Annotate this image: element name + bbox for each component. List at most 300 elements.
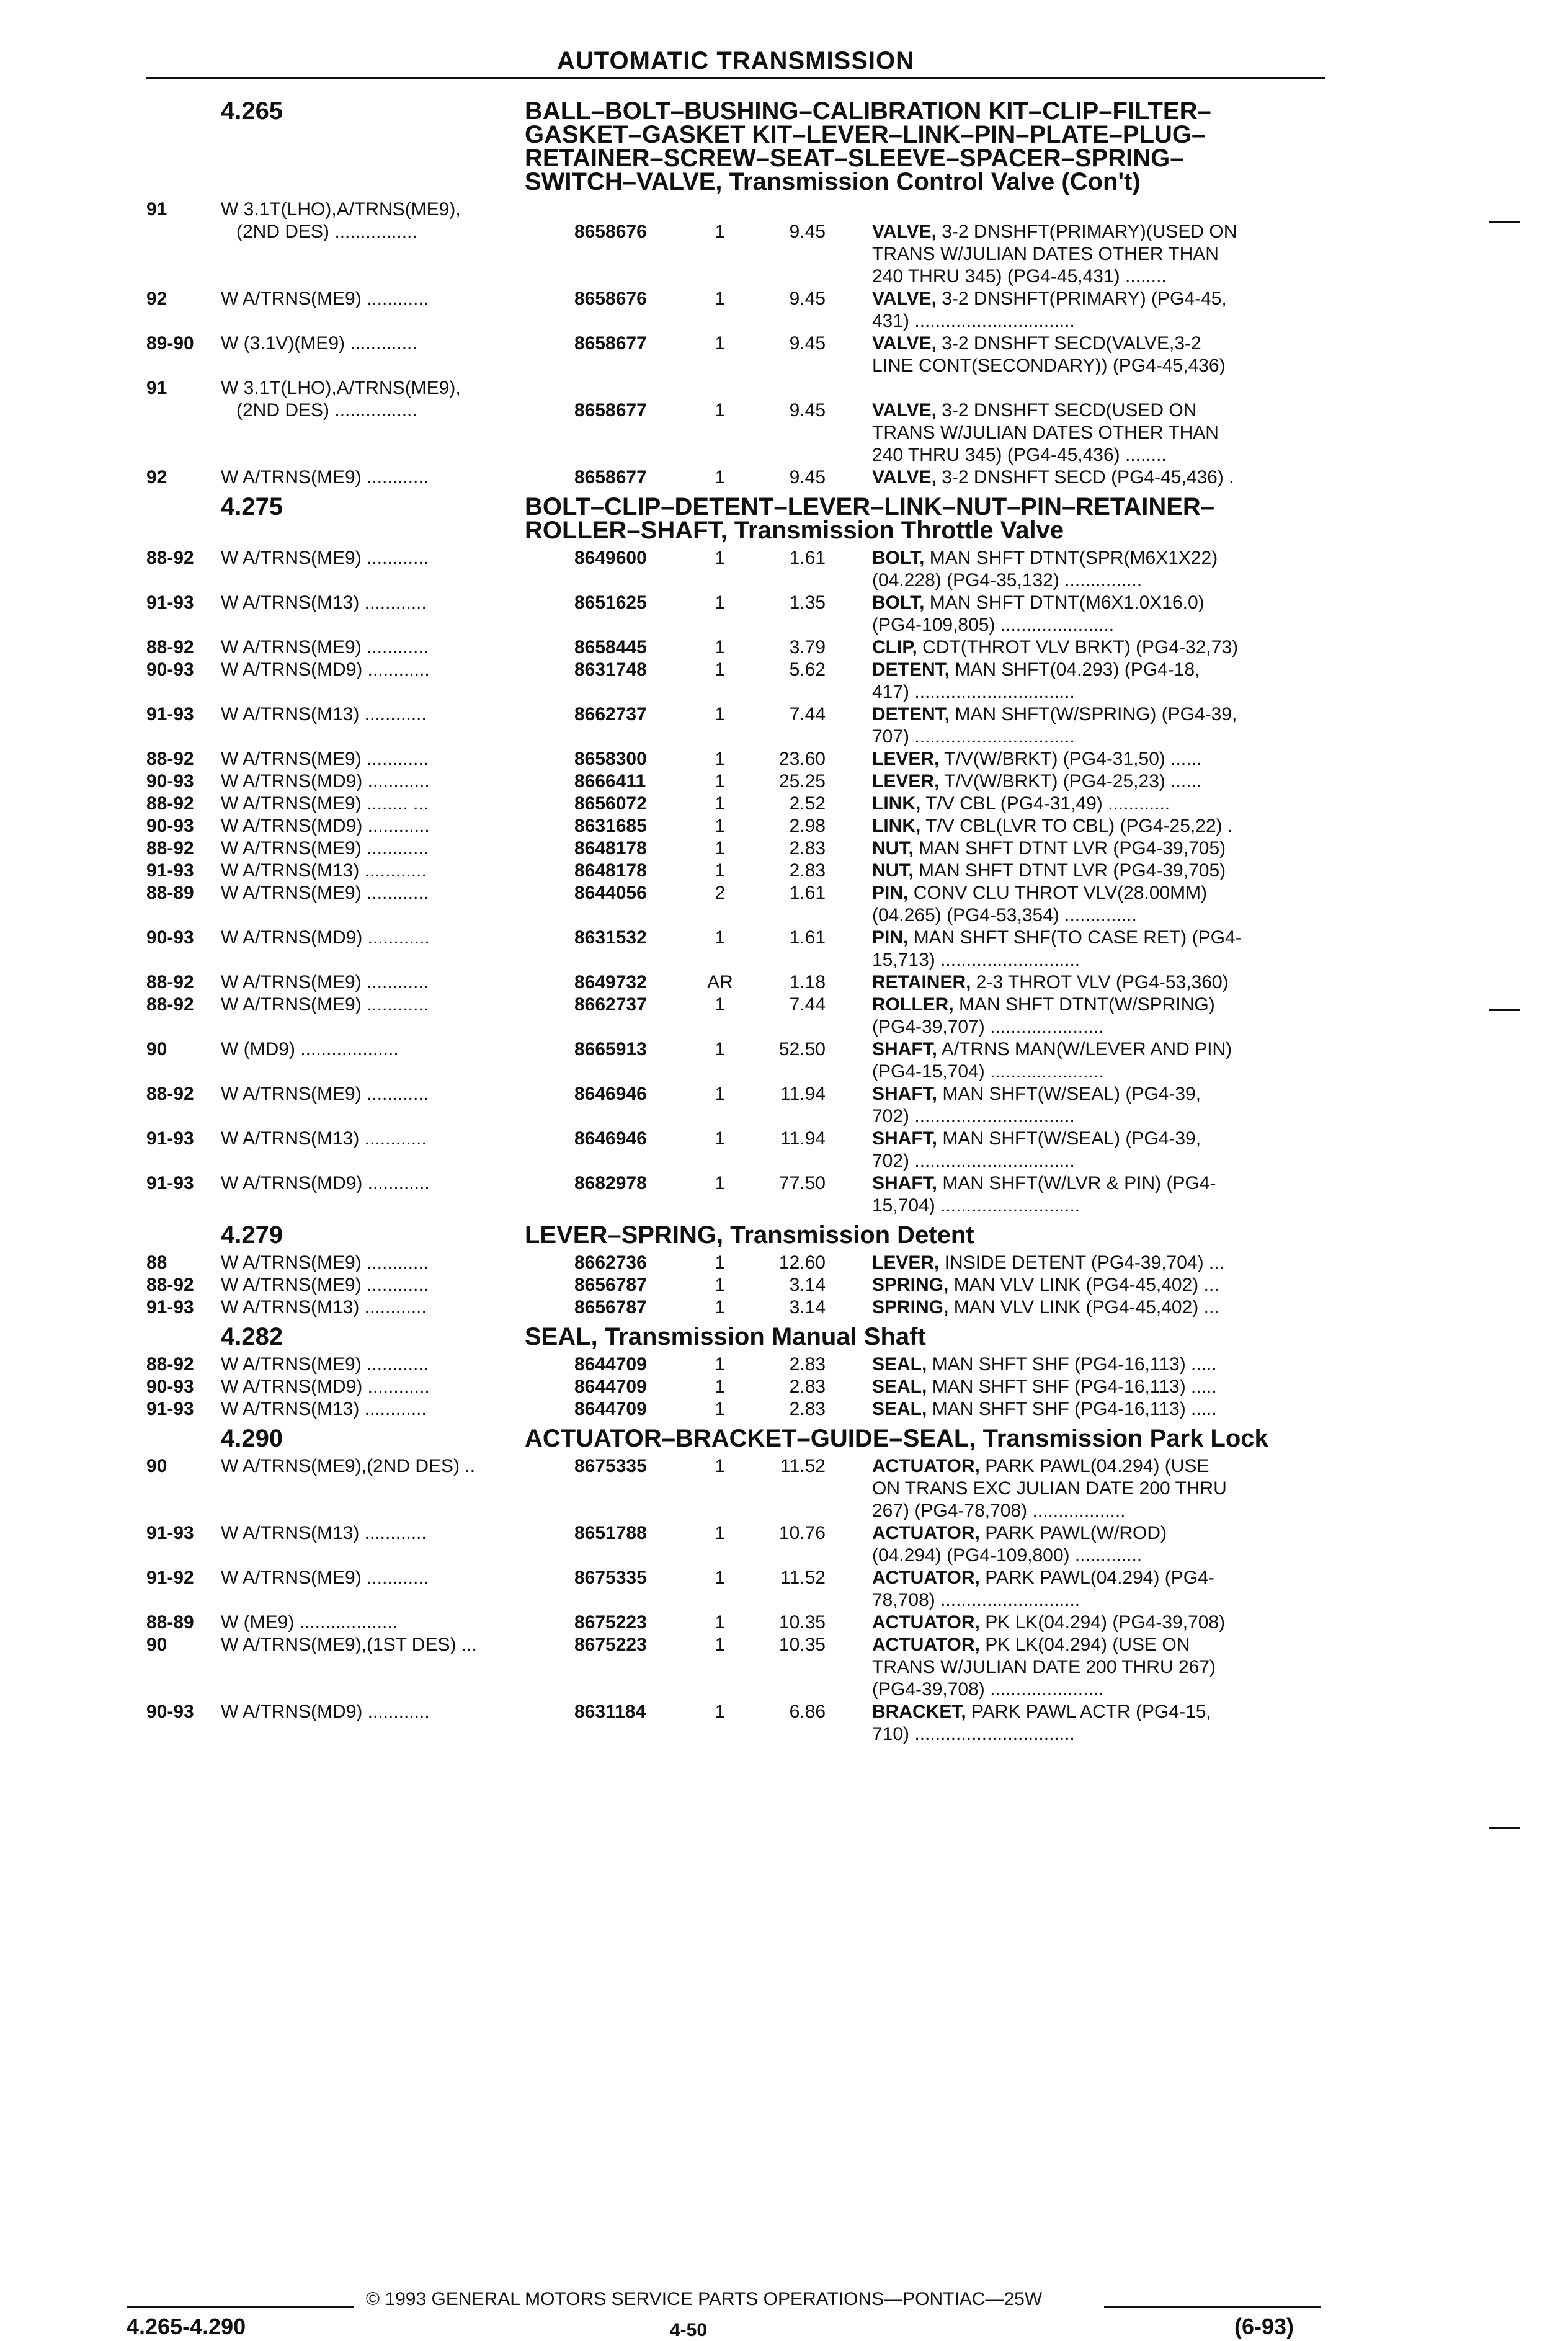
description-line [872,659,1325,681]
model-year: 91-93 [146,1523,194,1543]
description-line [872,1296,1325,1319]
description-line [872,1376,1325,1398]
list-price: 10.35 [778,1634,826,1655]
part-number: 8658445 [574,637,647,658]
model-year: 91 [146,199,167,220]
part-row [146,1172,1325,1217]
description-line [872,770,1325,793]
list-price: 12.60 [778,1252,826,1273]
section-title-line: ACTUATOR–BRACKET–GUIDE–SEAL, Transmission Park Lock [525,1425,1268,1452]
section-heading [146,1223,1325,1247]
quantity: 1 [715,771,726,791]
part-description [872,592,1325,636]
application-line: W A/TRNS(MD9) ............ [221,927,430,948]
part-name-keyword: SPRING, [872,1275,949,1295]
part-row [146,971,1325,994]
description-line: (04.265) (PG4-53,354) .............. [872,905,1137,925]
part-description [872,1038,1325,1083]
part-description [872,1353,1325,1376]
section-number: 4.265 [221,97,283,125]
part-name-keyword: BOLT, [872,548,925,568]
list-price: 1.61 [789,548,826,568]
model-year: 92 [146,288,167,309]
footer-copyright: © 1993 GENERAL MOTORS SERVICE PARTS OPERATIONS—PONTIAC—25W [366,2289,1043,2309]
part-number: 8658677 [574,333,647,354]
section-title-line: BOLT–CLIP–DETENT–LEVER–LINK–NUT–PIN–RETAINER– [525,493,1215,520]
part-number: 8658300 [574,749,647,769]
quantity: 1 [715,1252,726,1273]
list-price: 2.83 [789,1399,826,1419]
margin-mark [1489,221,1520,223]
model-year: 88-92 [146,749,194,769]
quantity: 1 [715,288,726,309]
application-line: W A/TRNS(MD9) ............ [221,771,430,791]
part-row [146,547,1325,592]
description-line [872,1083,1325,1105]
section-title-line: GASKET–GASKET KIT–LEVER–LINK–PIN–PLATE–PLUG– [525,121,1206,148]
description-text: MAN SHFT(W/SEAL) (PG4-39, [937,1128,1201,1149]
part-description [872,1274,1325,1296]
list-price: 2.83 [789,1354,826,1375]
part-description [872,1252,1325,1274]
description-text: T/V CBL (PG4-31,49) ............ [920,793,1170,814]
description-line: TRANS W/JULIAN DATES OTHER THAN [872,244,1219,264]
part-description [872,703,1325,748]
description-line: 417) ............................... [872,682,1075,702]
part-description [872,793,1325,815]
application-line: W A/TRNS(ME9) ............ [221,972,429,992]
description-text: MAN SHFT SHF (PG4-16,113) ..... [927,1354,1217,1375]
quantity: 1 [715,637,726,658]
parts-listing [146,93,1325,1746]
part-number: 8662737 [574,704,647,725]
description-line [872,288,1325,310]
part-row [146,1296,1325,1319]
part-name-keyword: ROLLER, [872,994,954,1015]
part-description [872,1083,1325,1128]
part-number: 8675223 [574,1634,647,1655]
list-price: 7.44 [789,994,826,1015]
model-year: 91-93 [146,1297,194,1318]
part-row [146,1376,1325,1398]
description-line [872,815,1325,837]
model-year: 90 [146,1634,167,1655]
quantity: 1 [715,333,726,354]
description-text: PK LK(04.294) (PG4-39,708) [979,1612,1226,1633]
section-title [525,495,1325,542]
part-name-keyword: VALVE, [872,288,937,309]
model-year: 89-90 [146,333,194,354]
list-price: 3.79 [789,637,826,658]
application-line: W A/TRNS(ME9) ............ [221,1275,429,1295]
part-number: 8658677 [574,467,647,488]
part-name-keyword: ACTUATOR, [872,1634,980,1655]
list-price: 9.45 [789,400,826,421]
description-line [872,1398,1325,1420]
description-text: 2-3 THROT VLV (PG4-53,360) [971,972,1229,992]
model-year: 91-93 [146,860,194,881]
part-number: 8649732 [574,972,647,992]
model-year: 90-93 [146,927,194,948]
part-number: 8648178 [574,838,647,858]
part-description [872,1522,1325,1567]
quantity: 1 [715,704,726,725]
description-line [872,399,1325,422]
part-name-keyword: ACTUATOR, [872,1612,980,1633]
quantity: 1 [715,221,726,242]
part-description [872,837,1325,860]
description-text: PARK PAWL ACTR (PG4-15, [966,1701,1211,1722]
list-price: 3.14 [789,1297,826,1318]
part-name-keyword: SHAFT, [872,1173,937,1193]
part-row [146,659,1325,703]
part-description [872,636,1325,659]
quantity: 1 [715,592,726,613]
section-number: 4.282 [221,1323,283,1350]
application-line: W A/TRNS(ME9) ............ [221,288,429,309]
part-description [872,1612,1325,1634]
description-text: A/TRNS MAN(W/LEVER AND PIN) [937,1039,1232,1059]
catalog-section [146,1325,1325,1420]
description-line: 702) ............................... [872,1151,1075,1171]
application-line: W A/TRNS(MD9) ............ [221,659,430,680]
description-line: (PG4-39,708) ...................... [872,1679,1104,1700]
model-year: 88-92 [146,548,194,568]
list-price: 10.76 [778,1523,826,1543]
part-description [872,927,1325,971]
part-number: 8644709 [574,1399,647,1419]
description-line: (PG4-15,704) ...................... [872,1061,1104,1082]
part-name-keyword: SPRING, [872,1297,949,1318]
description-line: (04.228) (PG4-35,132) ............... [872,570,1143,591]
part-number: 8658677 [574,400,647,421]
part-row [146,198,1325,288]
description-line: 710) ............................... [872,1724,1075,1744]
part-number: 8656787 [574,1297,647,1318]
application-line: W A/TRNS(ME9) ............ [221,994,429,1015]
quantity: 1 [715,1612,726,1633]
description-text: PK LK(04.294) (USE ON [979,1634,1190,1655]
description-text: CONV CLU THROT VLV(28.00MM) [908,883,1208,903]
description-line: 431) ............................... [872,311,1075,331]
application-line: W 3.1T(LHO),A/TRNS(ME9), [221,199,461,220]
description-text: 3-2 DNSHFT(PRIMARY)(USED ON [936,221,1237,242]
part-number: 8675335 [574,1567,647,1588]
description-line [872,592,1325,614]
description-line [872,748,1325,770]
list-price: 77.50 [778,1173,826,1193]
description-line [872,882,1325,904]
application-line: W A/TRNS(M13) ............ [221,592,427,613]
part-description [872,1701,1325,1746]
part-name-keyword: SHAFT, [872,1084,937,1104]
application-line: W A/TRNS(M13) ............ [221,1399,427,1419]
list-price: 3.14 [789,1275,826,1295]
model-year: 88-92 [146,838,194,858]
description-line: (PG4-39,707) ...................... [872,1017,1104,1037]
application-line: W A/TRNS(M13) ............ [221,1128,427,1149]
part-row [146,1634,1325,1701]
part-name-keyword: SHAFT, [872,1128,937,1149]
part-name-keyword: VALVE, [872,400,937,421]
description-text: PARK PAWL(04.294) (PG4- [979,1567,1214,1588]
part-number: 8675223 [574,1612,647,1633]
part-row [146,815,1325,837]
part-row [146,1353,1325,1376]
description-text: PARK PAWL(04.294) (USE [979,1456,1209,1476]
application-line: W A/TRNS(ME9) ............ [221,548,429,568]
list-price: 9.45 [789,467,826,488]
application-line: W A/TRNS(ME9),(2ND DES) .. [221,1456,476,1476]
model-year: 91-92 [146,1567,194,1588]
description-line [872,466,1325,489]
application-line: W A/TRNS(M13) ............ [221,704,427,725]
description-text: MAN SHFT SHF (PG4-16,113) ..... [927,1376,1217,1397]
description-line [872,1567,1325,1589]
quantity: 1 [715,994,726,1015]
model-year: 91-93 [146,592,194,613]
part-number: 8662737 [574,994,647,1015]
part-row [146,1455,1325,1522]
model-year: 90-93 [146,1376,194,1397]
application-line: W A/TRNS(M13) ............ [221,1297,427,1318]
part-row [146,882,1325,927]
model-year: 90 [146,1039,167,1059]
part-name-keyword: BOLT, [872,592,925,613]
part-row [146,636,1325,659]
part-number: 8651625 [574,592,647,613]
section-heading [146,495,1325,542]
part-row [146,860,1325,882]
part-name-keyword: SEAL, [872,1354,927,1375]
list-price: 23.60 [778,749,826,769]
part-number: 8631532 [574,927,647,948]
description-line [872,1455,1325,1478]
application-line: (2ND DES) ................ [221,400,417,421]
part-number: 8649600 [574,548,647,568]
part-name-keyword: LEVER, [872,749,940,769]
application-line: W A/TRNS(ME9) ............ [221,883,429,903]
part-row [146,994,1325,1038]
description-text: MAN SHFT SHF (PG4-16,113) ..... [927,1399,1217,1419]
application-line: W A/TRNS(MD9) ............ [221,816,430,836]
part-number: 8631748 [574,659,647,680]
quantity: 1 [715,548,726,568]
part-name-keyword: CLIP, [872,637,917,658]
description-line: TRANS W/JULIAN DATE 200 THRU 267) [872,1657,1216,1677]
application-line: W A/TRNS(ME9) ............ [221,1084,429,1104]
part-description [872,466,1325,489]
application-line: W A/TRNS(MD9) ............ [221,1173,430,1193]
description-line: 240 THRU 345) (PG4-45,431) ........ [872,266,1167,287]
list-price: 11.52 [780,1567,826,1588]
part-name-keyword: PIN, [872,927,909,948]
description-line [872,1038,1325,1061]
quantity: 1 [715,1354,726,1375]
application-line: W (3.1V)(ME9) ............. [221,333,417,354]
description-line [872,1274,1325,1296]
application-line: W A/TRNS(ME9) ............ [221,749,429,769]
part-row [146,466,1325,489]
model-year: 91-93 [146,1173,194,1193]
description-line: ON TRANS EXC JULIAN DATE 200 THRU [872,1478,1227,1499]
quantity: 1 [715,467,726,488]
description-text: MAN SHFT DTNT LVR (PG4-39,705) [913,860,1226,881]
quantity: 1 [715,1523,726,1543]
footer-page-number: 4-50 [670,2320,708,2340]
list-price: 2.52 [789,793,826,814]
part-number: 8666411 [574,771,646,791]
part-number: 8644709 [574,1354,647,1375]
description-text: 3-2 DNSHFT SECD (PG4-45,436) . [936,467,1234,488]
description-line: TRANS W/JULIAN DATES OTHER THAN [872,422,1219,443]
description-line [872,1252,1325,1274]
application-line: W A/TRNS(ME9) ............ [221,1354,429,1375]
part-row [146,1083,1325,1128]
description-text: T/V CBL(LVR TO CBL) (PG4-25,22) . [920,816,1233,836]
model-year: 92 [146,467,167,488]
description-line: 240 THRU 345) (PG4-45,436) ........ [872,445,1167,465]
description-text: MAN SHFT DTNT LVR (PG4-39,705) [913,838,1226,858]
quantity: AR [707,972,733,992]
description-line [872,703,1325,726]
part-description [872,1634,1325,1701]
part-description [872,860,1325,882]
part-description [872,659,1325,703]
quantity: 2 [715,883,726,903]
part-row [146,332,1325,377]
description-line: 15,713) ........................... [872,950,1080,970]
part-number: 8648178 [574,860,647,881]
model-year: 90-93 [146,659,194,680]
model-year: 90-93 [146,1701,194,1722]
section-number: 4.279 [221,1221,283,1249]
part-description [872,377,1325,466]
description-text: INSIDE DETENT (PG4-39,704) ... [939,1252,1224,1273]
part-number: 8644709 [574,1376,647,1397]
part-number: 8658676 [574,221,647,242]
part-name-keyword: DETENT, [872,659,950,680]
model-year: 88-92 [146,793,194,814]
quantity: 1 [715,1297,726,1318]
part-row [146,1128,1325,1172]
description-text: 3-2 DNSHFT SECD(VALVE,3-2 [936,333,1201,354]
part-description [872,1128,1325,1172]
description-line [872,927,1325,949]
part-number: 8651788 [574,1523,647,1543]
footer-section-range: 4.265-4.290 [127,2314,246,2339]
part-description [872,547,1325,592]
part-number: 8656787 [574,1275,647,1295]
footer-rule-left [127,2306,354,2308]
part-name-keyword: VALVE, [872,467,937,488]
description-text: MAN SHFT(04.293) (PG4-18, [950,659,1200,680]
part-number: 8631184 [574,1701,646,1722]
description-text: MAN SHFT(W/LVR & PIN) (PG4- [937,1173,1216,1193]
part-description [872,332,1325,377]
catalog-section [146,1427,1325,1746]
list-price: 2.83 [789,838,826,858]
application-line: W A/TRNS(ME9) ............ [221,467,429,488]
quantity: 1 [715,1084,726,1104]
quantity: 1 [715,749,726,769]
part-name-keyword: SHAFT, [872,1039,937,1059]
part-row [146,288,1325,332]
application-line: W (ME9) ................... [221,1612,398,1633]
description-line [872,793,1325,815]
quantity: 1 [715,1128,726,1149]
application-line: W (MD9) ................... [221,1039,399,1059]
part-row [146,377,1325,466]
description-line [872,860,1325,882]
part-description [872,288,1325,332]
part-row [146,1252,1325,1274]
quantity: 1 [715,659,726,680]
model-year: 91-93 [146,704,194,725]
list-price: 6.86 [789,1701,826,1722]
part-row [146,1522,1325,1567]
quantity: 1 [715,1567,726,1588]
application-line: W A/TRNS(M13) ............ [221,860,427,881]
description-line [872,221,1325,243]
part-name-keyword: SEAL, [872,1399,927,1419]
part-description [872,748,1325,770]
application-line: W A/TRNS(ME9) ............ [221,1567,429,1588]
quantity: 1 [715,860,726,881]
description-line [872,971,1325,994]
application-line: W A/TRNS(ME9) ............ [221,1252,429,1273]
quantity: 1 [715,1039,726,1059]
description-text: MAN VLV LINK (PG4-45,402) ... [948,1297,1219,1318]
quantity: 1 [715,1376,726,1397]
model-year: 91-93 [146,1128,194,1149]
model-year: 88-92 [146,1084,194,1104]
model-year: 88-92 [146,994,194,1015]
list-price: 5.62 [789,659,826,680]
description-text: MAN SHFT DTNT(M6X1.0X16.0) [924,592,1205,613]
part-name-keyword: NUT, [872,838,914,858]
part-row [146,1398,1325,1420]
section-title [525,1427,1325,1450]
description-text: T/V(W/BRKT) (PG4-25,23) ...... [939,771,1202,791]
part-number: 8656072 [574,793,647,814]
model-year: 88-92 [146,1275,194,1295]
section-title [525,1223,1325,1247]
part-number: 8631685 [574,816,647,836]
part-name-keyword: LEVER, [872,771,940,791]
part-description [872,994,1325,1038]
list-price: 9.45 [789,221,826,242]
margin-mark [1489,1827,1520,1829]
list-price: 11.94 [780,1128,826,1149]
part-row [146,1612,1325,1634]
part-description [872,198,1325,288]
part-name-keyword: LINK, [872,793,921,814]
part-name-keyword: RETAINER, [872,972,971,992]
quantity: 1 [715,816,726,836]
quantity: 1 [715,1456,726,1476]
section-number: 4.275 [221,493,283,520]
description-text: MAN SHFT DTNT(SPR(M6X1X22) [924,548,1218,568]
description-text: MAN SHFT(W/SEAL) (PG4-39, [937,1084,1201,1104]
application-line: W A/TRNS(ME9) ............ [221,838,429,858]
header-rule [146,77,1325,79]
list-price: 25.25 [778,771,826,791]
catalog-section [146,1223,1325,1319]
quantity: 1 [715,1634,726,1655]
section-title-line: RETAINER–SCREW–SEAT–SLEEVE–SPACER–SPRING– [525,145,1184,172]
description-line [872,547,1325,569]
